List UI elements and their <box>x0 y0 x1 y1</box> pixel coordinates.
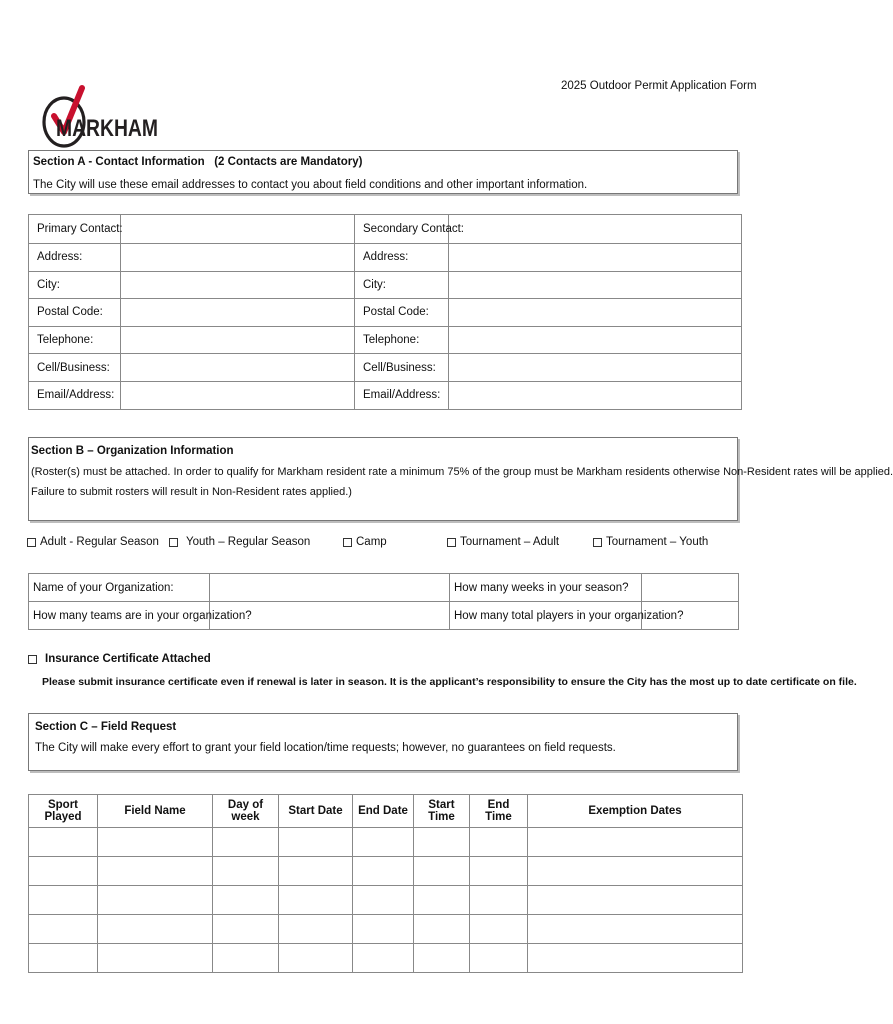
markham-logo <box>42 86 160 148</box>
org-name-input[interactable] <box>210 582 449 594</box>
request-cell-input[interactable] <box>29 915 97 943</box>
table-row <box>29 828 743 857</box>
request-cell-input[interactable] <box>213 857 278 885</box>
section-a-header <box>28 150 738 194</box>
request-cell-input[interactable] <box>528 886 742 914</box>
secondary-label: Postal Code: <box>355 299 449 327</box>
weeks-label: How many weeks in your season? <box>450 574 642 602</box>
primary-input[interactable] <box>121 334 354 346</box>
weeks-input[interactable] <box>642 582 738 594</box>
request-cell-input[interactable] <box>470 857 527 885</box>
secondary-input[interactable] <box>449 251 741 263</box>
insurance-note: Please submit insurance certificate even if renewal is later in season. It is the applicant’s responsibility to ensure the City has the most up to date certificate on file. <box>42 676 857 688</box>
table-row <box>29 944 743 973</box>
option-camp[interactable]: Camp <box>343 536 387 548</box>
checkbox-icon[interactable] <box>28 655 37 664</box>
column-header: Start Date <box>279 795 353 828</box>
secondary-input[interactable] <box>449 389 741 401</box>
request-cell-input[interactable] <box>29 886 97 914</box>
request-cell-input[interactable] <box>528 944 742 972</box>
primary-label: City: <box>29 271 121 299</box>
contact-row <box>29 244 742 272</box>
request-cell-input[interactable] <box>98 828 212 856</box>
request-cell-input[interactable] <box>353 857 413 885</box>
request-cell-input[interactable] <box>279 886 352 914</box>
column-header: Field Name <box>98 795 213 828</box>
request-cell-input[interactable] <box>279 944 352 972</box>
section-a-title: Section A - Contact Information (2 Contacts are Mandatory) <box>33 156 363 168</box>
svg-text:MARKHAM: MARKHAM <box>56 115 158 142</box>
primary-label: Email/Address: <box>29 381 121 409</box>
form-title: 2025 Outdoor Permit Application Form <box>561 80 757 92</box>
request-cell-input[interactable] <box>213 915 278 943</box>
request-cell-input[interactable] <box>528 857 742 885</box>
request-cell-input[interactable] <box>279 857 352 885</box>
column-header: Sport Played <box>29 795 98 828</box>
column-header: End Time <box>470 795 528 828</box>
request-cell-input[interactable] <box>279 915 352 943</box>
table-row <box>29 857 743 886</box>
request-cell-input[interactable] <box>353 915 413 943</box>
primary-input[interactable] <box>121 362 354 374</box>
contact-row <box>29 326 742 354</box>
option-youth-regular[interactable]: Youth – Regular Season <box>169 536 310 548</box>
primary-input[interactable] <box>121 389 354 401</box>
column-header: Day of week <box>213 795 279 828</box>
request-cell-input[interactable] <box>414 886 469 914</box>
contact-row <box>29 299 742 327</box>
checkbox-icon[interactable] <box>169 538 178 547</box>
players-input[interactable] <box>642 610 738 622</box>
option-tournament-youth[interactable]: Tournament – Youth <box>593 536 708 548</box>
request-cell-input[interactable] <box>213 944 278 972</box>
primary-input[interactable] <box>121 251 354 263</box>
section-a-note: The City will use these email addresses to contact you about field conditions and other important information. <box>33 179 588 191</box>
primary-label: Postal Code: <box>29 299 121 327</box>
request-cell-input[interactable] <box>470 915 527 943</box>
section-c-header <box>28 713 738 771</box>
primary-input[interactable] <box>121 306 354 318</box>
checkbox-icon[interactable] <box>447 538 456 547</box>
primary-label: Cell/Business: <box>29 354 121 382</box>
request-cell-input[interactable] <box>528 915 742 943</box>
table-row <box>29 915 743 944</box>
section-b-note-line2: Failure to submit rosters will result in Non-Resident rates applied.) <box>31 486 352 498</box>
secondary-label: Cell/Business: <box>355 354 449 382</box>
field-request-table <box>28 794 743 973</box>
contact-row <box>29 215 742 244</box>
checkbox-icon[interactable] <box>343 538 352 547</box>
request-cell-input[interactable] <box>414 828 469 856</box>
contact-table <box>28 214 742 410</box>
request-cell-input[interactable] <box>98 944 212 972</box>
secondary-label: Address: <box>355 244 449 272</box>
request-cell-input[interactable] <box>470 886 527 914</box>
column-header: End Date <box>353 795 414 828</box>
request-cell-input[interactable] <box>353 886 413 914</box>
secondary-label: Email/Address: <box>355 381 449 409</box>
org-name-label: Name of your Organization: <box>29 574 210 602</box>
players-label: How many total players in your organization? <box>450 602 642 630</box>
request-cell-input[interactable] <box>29 828 97 856</box>
secondary-label: Secondary Contact: <box>355 215 449 244</box>
request-cell-input[interactable] <box>98 915 212 943</box>
request-cell-input[interactable] <box>213 886 278 914</box>
secondary-input[interactable] <box>449 334 741 346</box>
section-b-header <box>28 437 893 521</box>
request-cell-input[interactable] <box>279 828 352 856</box>
secondary-input[interactable] <box>449 223 741 235</box>
contact-row <box>29 381 742 409</box>
request-cell-input[interactable] <box>470 828 527 856</box>
column-header: Start Time <box>414 795 470 828</box>
request-cell-input[interactable] <box>353 828 413 856</box>
primary-input[interactable] <box>121 223 354 235</box>
teams-input[interactable] <box>210 610 449 622</box>
primary-input[interactable] <box>121 279 354 291</box>
request-cell-input[interactable] <box>29 944 97 972</box>
teams-label: How many teams are in your organization? <box>29 602 210 630</box>
insurance-checkbox[interactable]: Insurance Certificate Attached <box>28 653 211 665</box>
secondary-input[interactable] <box>449 362 741 374</box>
secondary-input[interactable] <box>449 306 741 318</box>
request-cell-input[interactable] <box>353 944 413 972</box>
request-cell-input[interactable] <box>414 915 469 943</box>
request-cell-input[interactable] <box>470 944 527 972</box>
primary-label: Telephone: <box>29 326 121 354</box>
contact-row <box>29 354 742 382</box>
secondary-label: City: <box>355 271 449 299</box>
section-b-note-line1: (Roster(s) must be attached. In order to qualify for Markham resident rate a minimum 75% of the group must be Markham residents otherwise Non-Resident rates will be applied. <box>31 466 893 478</box>
checkbox-icon[interactable] <box>27 538 36 547</box>
primary-label: Address: <box>29 244 121 272</box>
table-row <box>29 886 743 915</box>
request-cell-input[interactable] <box>98 857 212 885</box>
request-cell-input[interactable] <box>414 857 469 885</box>
option-adult-regular[interactable]: Adult - Regular Season <box>27 536 159 548</box>
request-cell-input[interactable] <box>414 944 469 972</box>
column-header: Exemption Dates <box>528 795 743 828</box>
request-cell-input[interactable] <box>528 828 742 856</box>
organization-table <box>28 573 739 630</box>
request-cell-input[interactable] <box>213 828 278 856</box>
section-b-title: Section B – Organization Information <box>31 445 234 457</box>
secondary-label: Telephone: <box>355 326 449 354</box>
section-c-note: The City will make every effort to grant your field location/time requests; however, no guarantees on field requests. <box>35 742 616 754</box>
primary-label: Primary Contact: <box>29 215 121 244</box>
section-c-title: Section C – Field Request <box>35 721 177 733</box>
secondary-input[interactable] <box>449 279 741 291</box>
option-tournament-adult[interactable]: Tournament – Adult <box>447 536 559 548</box>
request-cell-input[interactable] <box>98 886 212 914</box>
contact-row <box>29 271 742 299</box>
request-cell-input[interactable] <box>29 857 97 885</box>
checkbox-icon[interactable] <box>593 538 602 547</box>
